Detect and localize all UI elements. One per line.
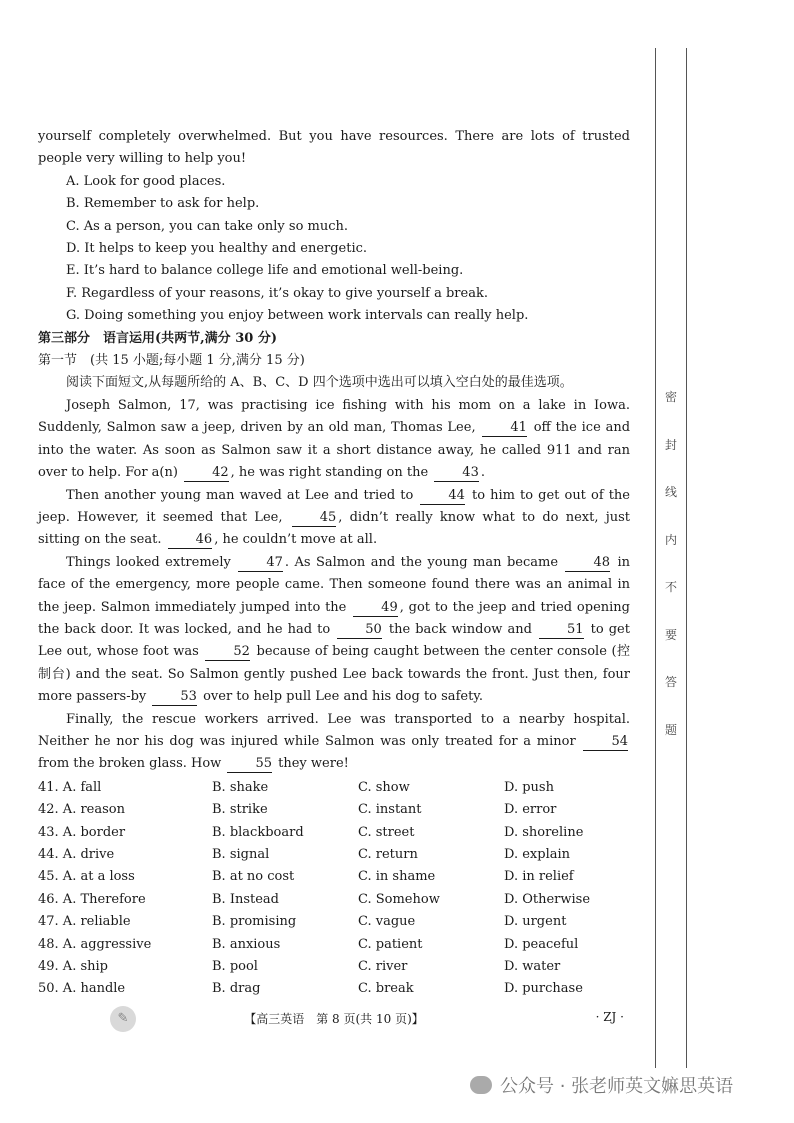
answer-blank: 46 [168,532,213,549]
seal-char: 题 [664,722,677,737]
seal-char: 线 [664,485,677,500]
passage-paragraph [38,552,630,709]
choice-a: 50. A. handle [38,981,126,997]
passage-text: from the broken glass. How [38,756,222,772]
choice-table [38,777,630,1001]
choice-b: B. anxious [212,936,281,952]
choice-b: B. at no cost [212,869,295,885]
option-item: C. As a person, you can take only so much. [66,218,349,234]
answer-blank: 49 [353,600,398,617]
choice-d: D. in relief [504,869,574,885]
answer-blank: 50 [337,622,382,639]
choice-a: 41. A. fall [38,779,102,795]
passage-text: , he was right standing on the [230,465,429,481]
choice-a: 45. A. at a loss [38,869,135,885]
answer-blank: 45 [292,510,337,527]
choice-d: D. peaceful [504,936,579,952]
passage-text: because of being caught between the center console (控制台) and the seat. So Salmon gently pushed Lee back towards the front. Just then, four more passers-by [38,644,630,705]
choice-row [38,844,630,866]
page-footer [38,1008,630,1030]
answer-blank: 44 [420,488,465,505]
seal-char: 封 [664,437,677,452]
seal-line [655,48,656,1068]
answer-blank: 55 [227,756,272,773]
passage-text: they were! [278,756,349,772]
seal-char: 答 [664,675,677,690]
choice-b: B. strike [212,802,268,818]
passage-text: in face of the emergency, more people came. Then someone found there was an animal in the jeep. Salmon immediately jumped into the [38,554,630,615]
passage-text: off the ice and into the water. As soon as Salmon saw it a short distance away, he called 911 and ran over to help. For a(n) [38,420,631,481]
choice-row [38,777,630,799]
passage-text: , he couldn’t move at all. [214,532,378,548]
seal-char: 内 [664,532,677,547]
footer-code: · ZJ · [595,1010,624,1024]
answer-blank: 43 [434,465,479,482]
watermark [470,1072,733,1098]
seal-char: 密 [664,390,677,404]
passage-text: to get Lee out, whose foot was [38,621,630,660]
choice-d: D. shoreline [504,824,584,840]
choice-b: B. blackboard [212,824,304,840]
choice-row [38,889,630,911]
option-list [38,171,630,328]
seal-char: 不 [664,580,677,595]
pencil-icon[interactable]: ✎ [110,1006,136,1032]
passage-paragraph [38,395,630,485]
option-item: E. It’s hard to balance college life and emotional well-being. [66,263,464,279]
instruction: 阅读下面短文,从每题所给的 A、B、C、D 四个选项中选出可以填入空白处的最佳选项。 [66,375,573,391]
choice-c: C. Somehow [358,891,440,907]
passage-paragraph [38,709,630,776]
seal-char: 要 [664,627,677,642]
choice-d: D. push [504,779,554,795]
answer-blank: 52 [205,644,250,661]
choice-row [38,911,630,933]
choice-d: D. error [504,802,557,818]
answer-blank: 51 [539,622,584,639]
watermark-text: 公众号 · 张老师英文嫲思英语 [500,1076,734,1097]
intro-paragraph: yourself completely overwhelmed. But you have resources. There are lots of trusted people very willing to help you! [38,129,630,167]
choice-c: C. patient [358,936,423,952]
choice-a: 42. A. reason [38,802,125,818]
passage-text: over to help pull Lee and his dog to safety. [203,689,484,705]
answer-blank: 54 [583,734,628,751]
option-item: F. Regardless of your reasons, it’s okay to give yourself a break. [66,285,488,301]
section-heading: 第三部分 语言运用(共两节,满分 30 分) [38,330,277,346]
choice-c: C. river [358,958,408,974]
footer-title: 【高三英语 第 8 页(共 10 页)】 [244,1012,424,1026]
choice-row [38,799,630,821]
choice-d: D. urgent [504,914,567,930]
answer-blank: 47 [238,555,283,572]
passage-text: the back window and [388,621,532,637]
passage-text: Things looked extremely [66,554,231,570]
choice-a: 49. A. ship [38,958,108,974]
passage-text: to him to get out of the jeep. However, it seemed that Lee, [38,487,630,525]
passage-paragraph [38,485,630,552]
passage-text: . As Salmon and the young man became [284,554,559,570]
option-item: D. It helps to keep you healthy and energetic. [66,241,368,257]
choice-d: D. water [504,958,561,974]
choice-b: B. promising [212,914,297,930]
choice-c: C. show [358,779,410,795]
page-content [38,126,630,1001]
choice-a: 47. A. reliable [38,914,131,930]
choice-c: C. street [358,824,415,840]
choice-b: B. shake [212,779,269,795]
choice-c: C. instant [358,802,422,818]
wechat-icon [470,1076,492,1094]
passage-text: Joseph Salmon, 17, was practising ice fishing with his mom on a lake in Iowa. Suddenly, Salmon saw a jeep, driven by an old man, Thomas Lee, [38,397,630,436]
choice-row [38,822,630,844]
option-item: G. Doing something you enjoy between work intervals can really help. [66,308,529,324]
choice-d: D. Otherwise [504,891,591,907]
passage-text: . [480,465,485,481]
passage-text: Then another young man waved at Lee and tried to [66,487,414,503]
choice-a: 44. A. drive [38,846,115,862]
subsection-heading: 第一节 (共 15 小题;每小题 1 分,满分 15 分) [38,353,305,369]
answer-blank: 48 [565,555,610,572]
choice-c: C. break [358,981,414,997]
answer-blank: 42 [184,465,229,482]
choice-c: C. in shame [358,869,436,885]
answer-blank: 53 [152,689,197,706]
choice-row [38,934,630,956]
choice-a: 46. A. Therefore [38,891,146,907]
passage-text: , got to the jeep and tried opening the back door. It was locked, and he had to [38,599,630,637]
choice-c: C. return [358,846,418,862]
choice-c: C. vague [358,914,416,930]
choice-b: B. pool [212,958,258,974]
seal-line [686,48,687,1068]
choice-d: D. explain [504,846,571,862]
choice-b: B. drag [212,981,261,997]
choice-a: 48. A. aggressive [38,936,152,952]
seal-text [660,388,682,738]
choice-row [38,956,630,978]
passage-text: , didn’t really know what to do next, just sitting on the seat. [38,509,630,548]
choice-b: B. signal [212,846,270,862]
choice-b: B. Instead [212,891,279,907]
option-item: A. Look for good places. [66,173,226,189]
option-item: B. Remember to ask for help. [66,196,260,212]
choice-a: 43. A. border [38,824,126,840]
answer-blank: 41 [482,420,527,437]
choice-row [38,978,630,1000]
choice-d: D. purchase [504,981,583,997]
passage-text: Finally, the rescue workers arrived. Lee was transported to a nearby hospital. Neither he nor his dog was injured while Salmon was only treated for a minor [38,711,630,749]
choice-row [38,866,630,888]
